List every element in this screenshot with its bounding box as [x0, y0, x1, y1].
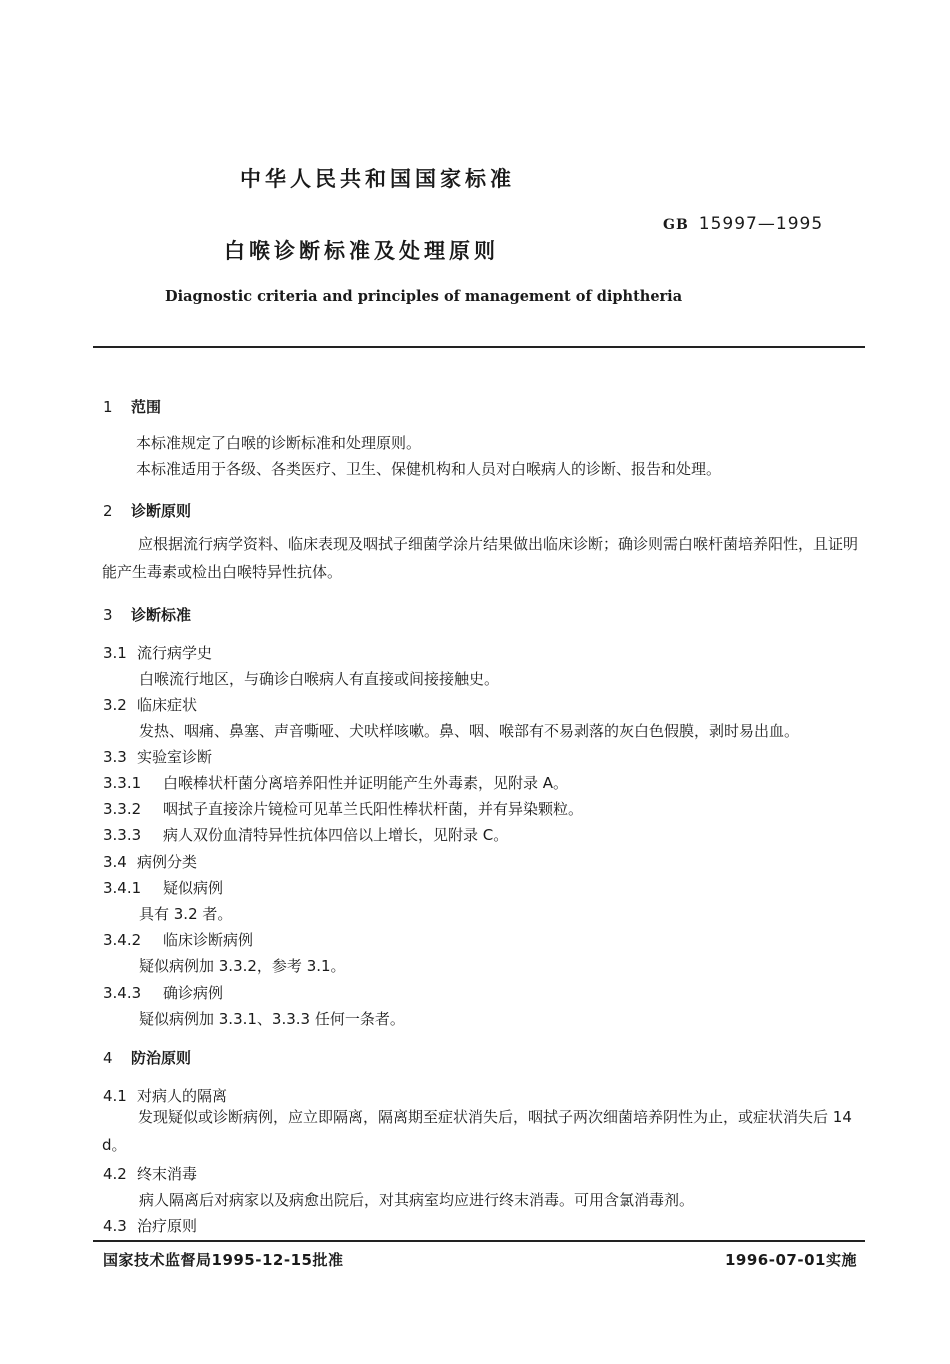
subsection-text: 病人双份血清特异性抗体四倍以上增长，见附录 C。	[163, 826, 509, 844]
subsection-3-3-heading	[103, 746, 212, 767]
header-divider	[93, 346, 865, 348]
section-number: 2	[103, 502, 113, 520]
subsection-title: 实验室诊断	[137, 748, 213, 766]
subsection-number: 4.2	[103, 1165, 127, 1183]
code-number: 15997—1995	[698, 214, 824, 234]
section-number: 3	[103, 606, 113, 624]
subsection-3-3-3	[103, 824, 508, 845]
subsection-number: 3.3.2	[103, 800, 142, 818]
code-prefix: GB	[663, 217, 689, 233]
section-2-heading	[103, 500, 191, 521]
subsection-3-4-3-text: 疑似病例加 3.3.1、3.3.3 任何一条者。	[139, 1010, 405, 1028]
subsection-3-1-heading	[103, 642, 212, 663]
document-title: 白喉诊断标准及处理原则	[224, 239, 499, 263]
section-number: 1	[103, 398, 113, 416]
section-title: 范围	[131, 398, 162, 416]
subsection-3-3-2	[103, 798, 583, 819]
subsection-number: 3.3	[103, 748, 127, 766]
subsection-number: 4.3	[103, 1217, 127, 1235]
subsection-title: 终末消毒	[137, 1165, 198, 1183]
subsection-3-2-heading	[103, 694, 197, 715]
approval-date: 国家技术监督局1995-12-15批准	[103, 1251, 344, 1269]
subsection-3-4-1-heading	[103, 877, 223, 898]
subsection-title: 确诊病例	[163, 984, 224, 1002]
issuing-authority-title: 中华人民共和国国家标准	[240, 167, 515, 191]
section-title: 诊断原则	[131, 502, 192, 520]
subsection-title: 临床症状	[137, 696, 198, 714]
subsection-number: 3.4.3	[103, 984, 142, 1002]
subsection-number: 4.1	[103, 1087, 127, 1105]
subsection-number: 3.4.1	[103, 879, 142, 897]
subsection-3-4-2-text: 疑似病例加 3.3.2，参考 3.1。	[139, 957, 346, 975]
section-2-paragraph: 应根据流行病学资料、临床表现及咽拭子细菌学涂片结果做出临床诊断；确诊则需白喉杆菌培养阳性，且证明能产生毒素或检出白喉特异性抗体。	[102, 535, 859, 581]
subsection-4-1-text: 发现疑似或诊断病例，应立即隔离，隔离期至症状消失后，咽拭子两次细菌培养阴性为止，或症状消失后 14 d。	[102, 1108, 852, 1154]
subsection-number: 3.4	[103, 853, 127, 871]
section-title: 防治原则	[131, 1049, 192, 1067]
subsection-text: 白喉棒状杆菌分离培养阳性并证明能产生外毒素，见附录 A。	[163, 774, 569, 792]
section-title: 诊断标准	[131, 606, 192, 624]
subsection-number: 3.4.2	[103, 931, 142, 949]
subsection-number: 3.2	[103, 696, 127, 714]
section-1-paragraph-1: 本标准规定了白喉的诊断标准和处理原则。	[136, 434, 422, 452]
subsection-title: 病例分类	[137, 853, 198, 871]
subsection-3-4-2-heading	[103, 929, 253, 950]
subsection-3-2-text: 发热、咽痛、鼻塞、声音嘶哑、犬吠样咳嗽。鼻、咽、喉部有不易剥落的灰白色假膜，剥时易出血。	[139, 722, 800, 740]
subsection-3-3-1	[103, 772, 568, 793]
subsection-number: 3.3.3	[103, 826, 142, 844]
subsection-3-4-1-text: 具有 3.2 者。	[139, 905, 233, 923]
section-3-heading	[103, 604, 191, 625]
subsection-number: 3.3.1	[103, 774, 142, 792]
subsection-3-4-3-heading	[103, 982, 223, 1003]
subsection-title: 对病人的隔离	[137, 1087, 228, 1105]
subsection-number: 3.1	[103, 644, 127, 662]
document-title-english: Diagnostic criteria and principles of management of diphtheria	[165, 288, 683, 305]
subsection-4-2-heading	[103, 1163, 197, 1184]
effective-date: 1996-07-01实施	[725, 1251, 857, 1269]
subsection-4-2-text: 病人隔离后对病家以及病愈出院后，对其病室均应进行终末消毒。可用含氯消毒剂。	[139, 1191, 695, 1209]
subsection-3-4-heading	[103, 851, 197, 872]
standard-code	[663, 214, 823, 234]
subsection-title: 流行病学史	[137, 644, 213, 662]
section-1-heading	[103, 396, 161, 417]
subsection-4-3-heading	[103, 1215, 197, 1236]
subsection-text: 咽拭子直接涂片镜检可见革兰氏阳性棒状杆菌，并有异染颗粒。	[163, 800, 584, 818]
subsection-title: 临床诊断病例	[163, 931, 254, 949]
section-4-heading	[103, 1047, 191, 1068]
subsection-title: 治疗原则	[137, 1217, 198, 1235]
section-1-paragraph-2: 本标准适用于各级、各类医疗、卫生、保健机构和人员对白喉病人的诊断、报告和处理。	[136, 460, 722, 478]
subsection-3-1-text: 白喉流行地区，与确诊白喉病人有直接或间接接触史。	[139, 670, 500, 688]
subsection-title: 疑似病例	[163, 879, 224, 897]
footer-divider	[93, 1240, 865, 1242]
section-number: 4	[103, 1049, 113, 1067]
